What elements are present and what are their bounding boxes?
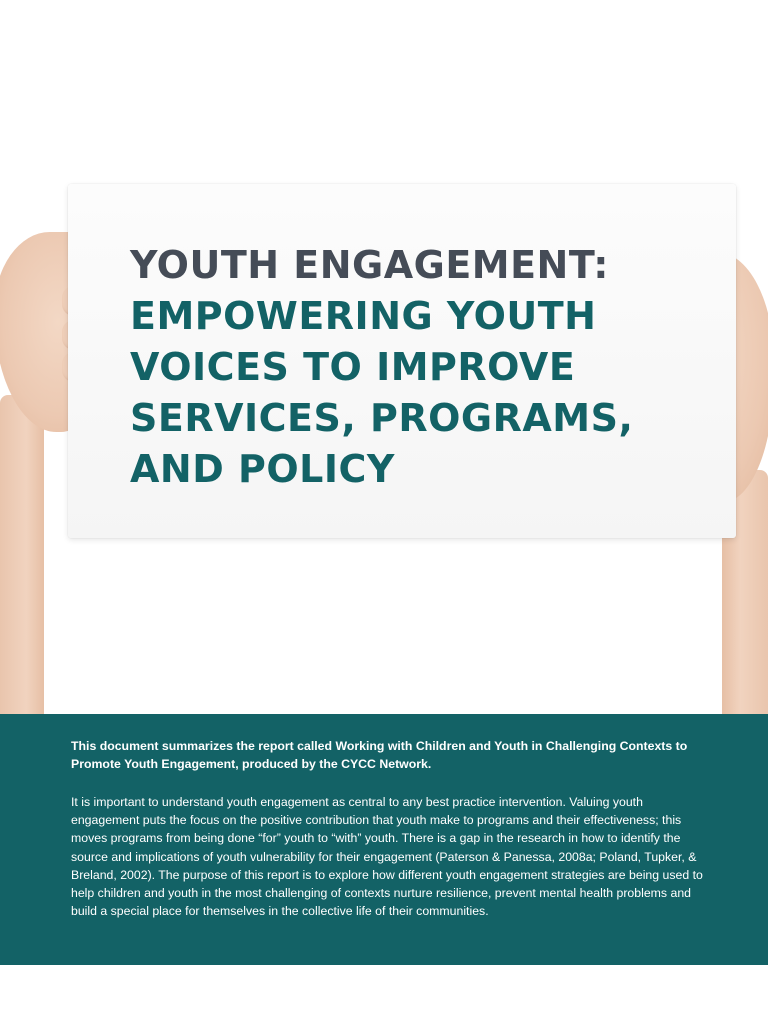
title-line: YOUTH ENGAGEMENT: [130, 243, 609, 287]
summary-band [0, 714, 768, 965]
summary-intro: This document summarizes the report called Working with Children and Youth in Challenging Contexts to Promote Youth Engagement, produced by the CYCC Network. [71, 739, 688, 771]
summary-body: It is important to understand youth engagement as central to any best practice intervention. Valuing youth engagement puts the focus on the positive contribution that youth make to programs and their effectiveness; this moves programs from being done “for” youth to “with” youth. There is a gap in the research in how to identify the source and implications of youth vulnerability for their engagement (Paterson & Panessa, 2008a; Poland, Tupker, & Breland, 2002). The purpose of this report is to explore how different youth engagement strategies are being used to help children and youth in the most challenging of contexts nurture resilience, prevent mental health problems and build a special place for themselves in the collective life of their communities. [71, 795, 703, 919]
title-line: EMPOWERING YOUTH [130, 294, 597, 338]
title-line: VOICES TO IMPROVE [130, 345, 576, 389]
title-line: SERVICES, PROGRAMS, [130, 396, 634, 440]
left-arm [0, 395, 44, 714]
title-line: AND POLICY [130, 447, 395, 491]
page-title [130, 240, 720, 495]
